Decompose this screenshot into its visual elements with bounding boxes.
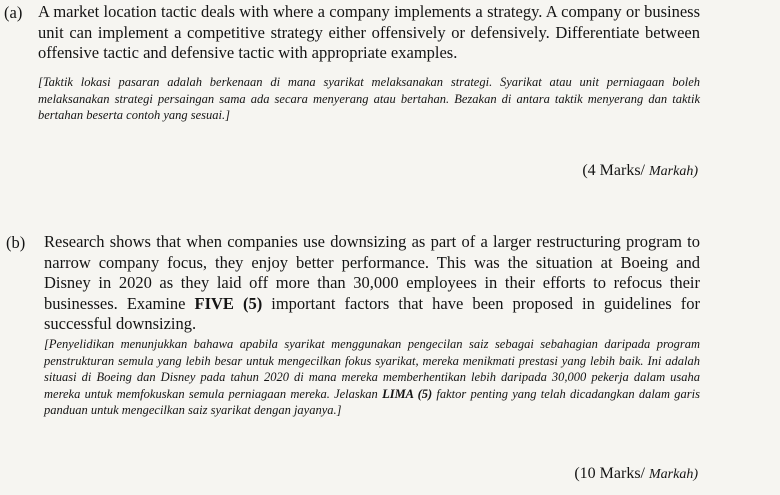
question-number: (a) — [4, 3, 23, 22]
question-text-english: Research shows that when companies use downsizing as part of a larger restructuring program to narrow company focus, they enjoy better performance. This was the situation at Boeing and Disney in 2020 as they laid off more than 30,000 employees in their efforts to refocus their businesses. Examine FIVE (5) important factors that have been proposed in guidelines for successful downsizing. — [44, 232, 701, 333]
question-text-malay: [Taktik lokasi pasaran adalah berkenaan di mana syarikat melaksanakan strategi. Syarikat atau unit perniagaan boleh melaksanakan strategi persaingan sama ada secara menyerang atau bertahan. Bezakan di antara taktik menyerang dan taktik bertahan beserta contoh yang sesuai.] — [38, 75, 700, 122]
question-number: (b) — [6, 233, 26, 252]
emphasis-count: FIVE (5) — [194, 293, 263, 313]
marks-label: (4 Marks/ Markah) — [582, 162, 698, 179]
marks-label: (10 Marks/ Markah) — [574, 465, 698, 482]
question-text-english: A market location tactic deals with where a company implements a strategy. A company or business unit can implement a competitive strategy either offensively or defensively. Differentiate between offensive tactic and defensive tactic with appropriate examples. — [38, 2, 700, 62]
question-text-malay: [Penyelidikan menunjukkan bahawa apabila syarikat menggunakan pengecilan saiz sebagai sebahagian daripada program penstrukturan semula yang lebih besar untuk mengecilkan fokus syarikat, mereka menikmati prestasi yang lebih baik. Ini adalah situasi di Boeing dan Disney pada tahun 2020 di mana mereka memberhentikan lebih daripada 30,000 pekerja dalam usaha mereka untuk memfokuskan semula perniagaan mereka. Jelaskan LIMA (5) faktor penting yang telah dicadangkan dalam garis panduan untuk mengecilkan saiz syarikat dengan jayanya.] — [44, 337, 701, 417]
emphasis-count: LIMA (5) — [382, 386, 433, 401]
